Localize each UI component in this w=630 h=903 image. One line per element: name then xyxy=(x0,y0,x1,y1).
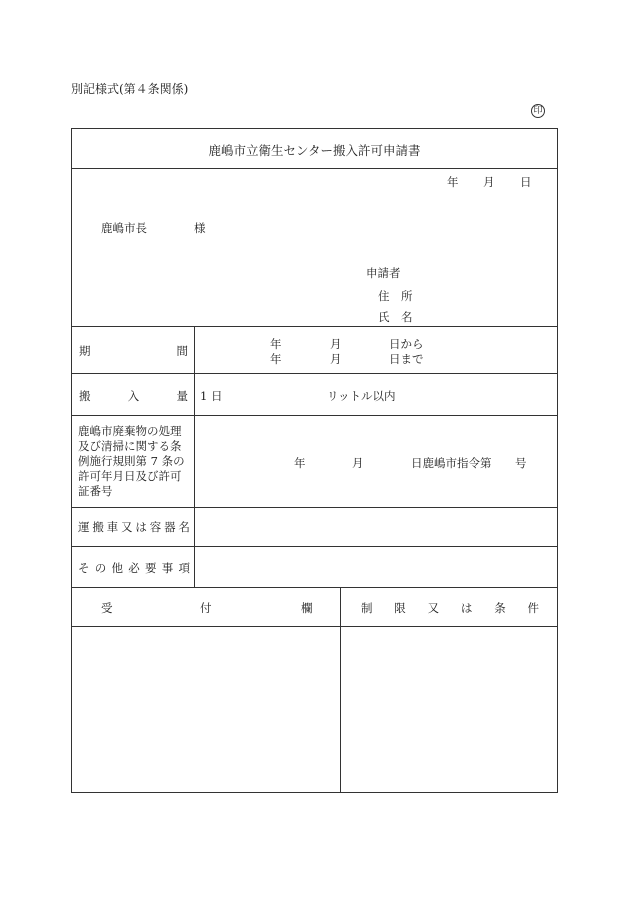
date-day: 日 xyxy=(520,175,532,189)
period-from-day: 日から xyxy=(389,337,424,351)
applicant-address-label: 住 所 xyxy=(378,289,413,303)
period-to-month: 月 xyxy=(330,352,342,366)
addressee-name: 鹿嶋市長 xyxy=(101,221,147,235)
vehicle-label: 運 搬 車 又 は 容 器 名 xyxy=(78,520,190,534)
amount-label: 搬 入 量 xyxy=(79,389,188,403)
divider-other xyxy=(71,587,558,588)
reception-area[interactable] xyxy=(72,627,339,792)
period-label: 期 間 xyxy=(79,344,188,358)
period-from-month: 月 xyxy=(330,337,342,351)
reception-header-char2: 付 xyxy=(200,601,212,615)
conditions-area[interactable] xyxy=(341,627,557,792)
permit-label: 鹿嶋市廃棄物の処理及び清掃に関する条例施行規則第 7 条の許可年月日及び許可証番号 xyxy=(78,424,185,498)
form-heading: 別記様式(第４条関係) xyxy=(71,82,189,96)
applicant-label: 申請者 xyxy=(366,266,401,280)
other-label: そ の 他 必 要 事 項 xyxy=(78,561,190,575)
amount-per-day: 1 日 xyxy=(200,389,223,403)
period-from-year: 年 xyxy=(270,337,282,351)
divider-applicant xyxy=(71,326,558,327)
reception-header-char3: 欄 xyxy=(301,601,313,615)
date-month: 月 xyxy=(483,175,495,189)
reception-header-char1: 受 xyxy=(101,601,113,615)
period-to-day: 日まで xyxy=(389,352,424,366)
divider-period xyxy=(71,373,558,374)
date-year: 年 xyxy=(447,175,459,189)
permit-month: 月 xyxy=(352,456,364,470)
period-to-year: 年 xyxy=(270,352,282,366)
other-field[interactable] xyxy=(195,547,557,587)
conditions-header: 制 限 又 は 条 件 xyxy=(361,601,539,615)
amount-unit: リットル以内 xyxy=(327,389,396,403)
addressee-honorific: 様 xyxy=(194,221,206,235)
seal-mark-icon: 印 xyxy=(531,104,545,118)
applicant-name-label: 氏 名 xyxy=(378,310,413,324)
permit-number-suffix: 号 xyxy=(515,456,527,470)
permit-day-prefix: 日鹿嶋市指令第 xyxy=(411,456,492,470)
divider-amount xyxy=(71,415,558,416)
permit-year: 年 xyxy=(294,456,306,470)
vehicle-field[interactable] xyxy=(195,508,557,546)
form-title: 鹿嶋市立衛生センター搬入許可申請書 xyxy=(208,143,421,158)
divider-title xyxy=(71,168,558,169)
